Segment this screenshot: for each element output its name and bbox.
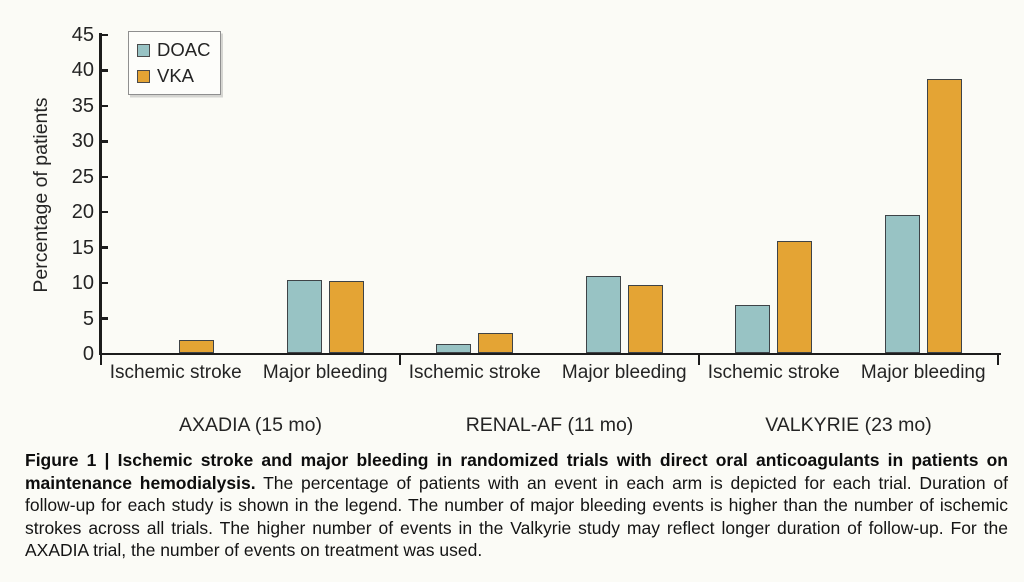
y-tick-label: 45 (71, 24, 94, 46)
legend-label-doac: DOAC (157, 39, 211, 60)
x-axis-line (99, 353, 1001, 356)
bar-vka (329, 281, 364, 353)
category-label: Major bleeding (860, 362, 986, 383)
category-label: Major bleeding (262, 362, 388, 383)
y-tick-label: 40 (71, 59, 94, 82)
figure-caption (25, 449, 1008, 562)
bar-doac (586, 276, 621, 353)
group-label: VALKYRIE (23 mo) (765, 414, 932, 436)
doac-swatch-icon (137, 44, 150, 57)
bar-doac (885, 215, 920, 353)
bar-doac (735, 305, 770, 353)
legend-label-vka: VKA (157, 65, 195, 86)
y-tick (101, 176, 108, 179)
vka-swatch-icon (137, 70, 150, 83)
y-tick (101, 34, 108, 37)
y-tick (101, 105, 108, 108)
y-tick (101, 140, 108, 143)
group-label: RENAL-AF (11 mo) (465, 414, 634, 436)
y-tick (101, 317, 108, 320)
bar-vka (777, 241, 812, 353)
category-label: Ischemic stroke (408, 362, 541, 383)
bar-vka (927, 79, 962, 353)
y-tick (101, 246, 108, 249)
bar-vka (179, 340, 214, 353)
y-tick (101, 353, 108, 356)
legend (128, 31, 221, 95)
y-tick (101, 69, 108, 72)
y-tick-label: 15 (71, 236, 94, 259)
caption-title: Figure 1 | Ischemic stroke and major bleeding in randomized trials with direct oral anticoagulants in patients on maintenance hemodialysis. (25, 450, 1008, 493)
y-tick-label: 30 (71, 130, 94, 153)
legend-item-vka (137, 65, 210, 87)
y-tick-label: 25 (71, 165, 94, 188)
y-tick (101, 211, 108, 214)
caption-body: The percentage of patients with an event in each arm is depicted for each trial. Duration of follow-up for each study is shown in the legend. The number of major bleeding events is higher than the number of ischemic strokes across all trials. The higher number of events in the Valkyrie study may reflect longer duration of follow-up. For the AXADIA trial, the number of events on treatment was used. (25, 472, 1008, 561)
y-tick-label: 5 (82, 307, 94, 330)
y-tick-label: 35 (71, 94, 94, 117)
y-axis-line (99, 33, 102, 355)
bar-vka (478, 333, 513, 353)
y-tick-label: 20 (71, 201, 94, 224)
group-label: AXADIA (15 mo) (178, 414, 323, 436)
bar-doac (287, 280, 322, 353)
y-tick-label: 10 (71, 272, 94, 295)
y-axis-title: Percentage of patients (30, 97, 52, 293)
category-label: Ischemic stroke (707, 362, 840, 383)
category-label: Ischemic stroke (109, 362, 242, 383)
bar-vka (628, 285, 663, 353)
y-tick (101, 282, 108, 285)
category-label: Major bleeding (561, 362, 687, 383)
y-tick-label: 0 (82, 343, 94, 365)
legend-item-doac (137, 39, 210, 61)
bar-doac (436, 344, 471, 353)
